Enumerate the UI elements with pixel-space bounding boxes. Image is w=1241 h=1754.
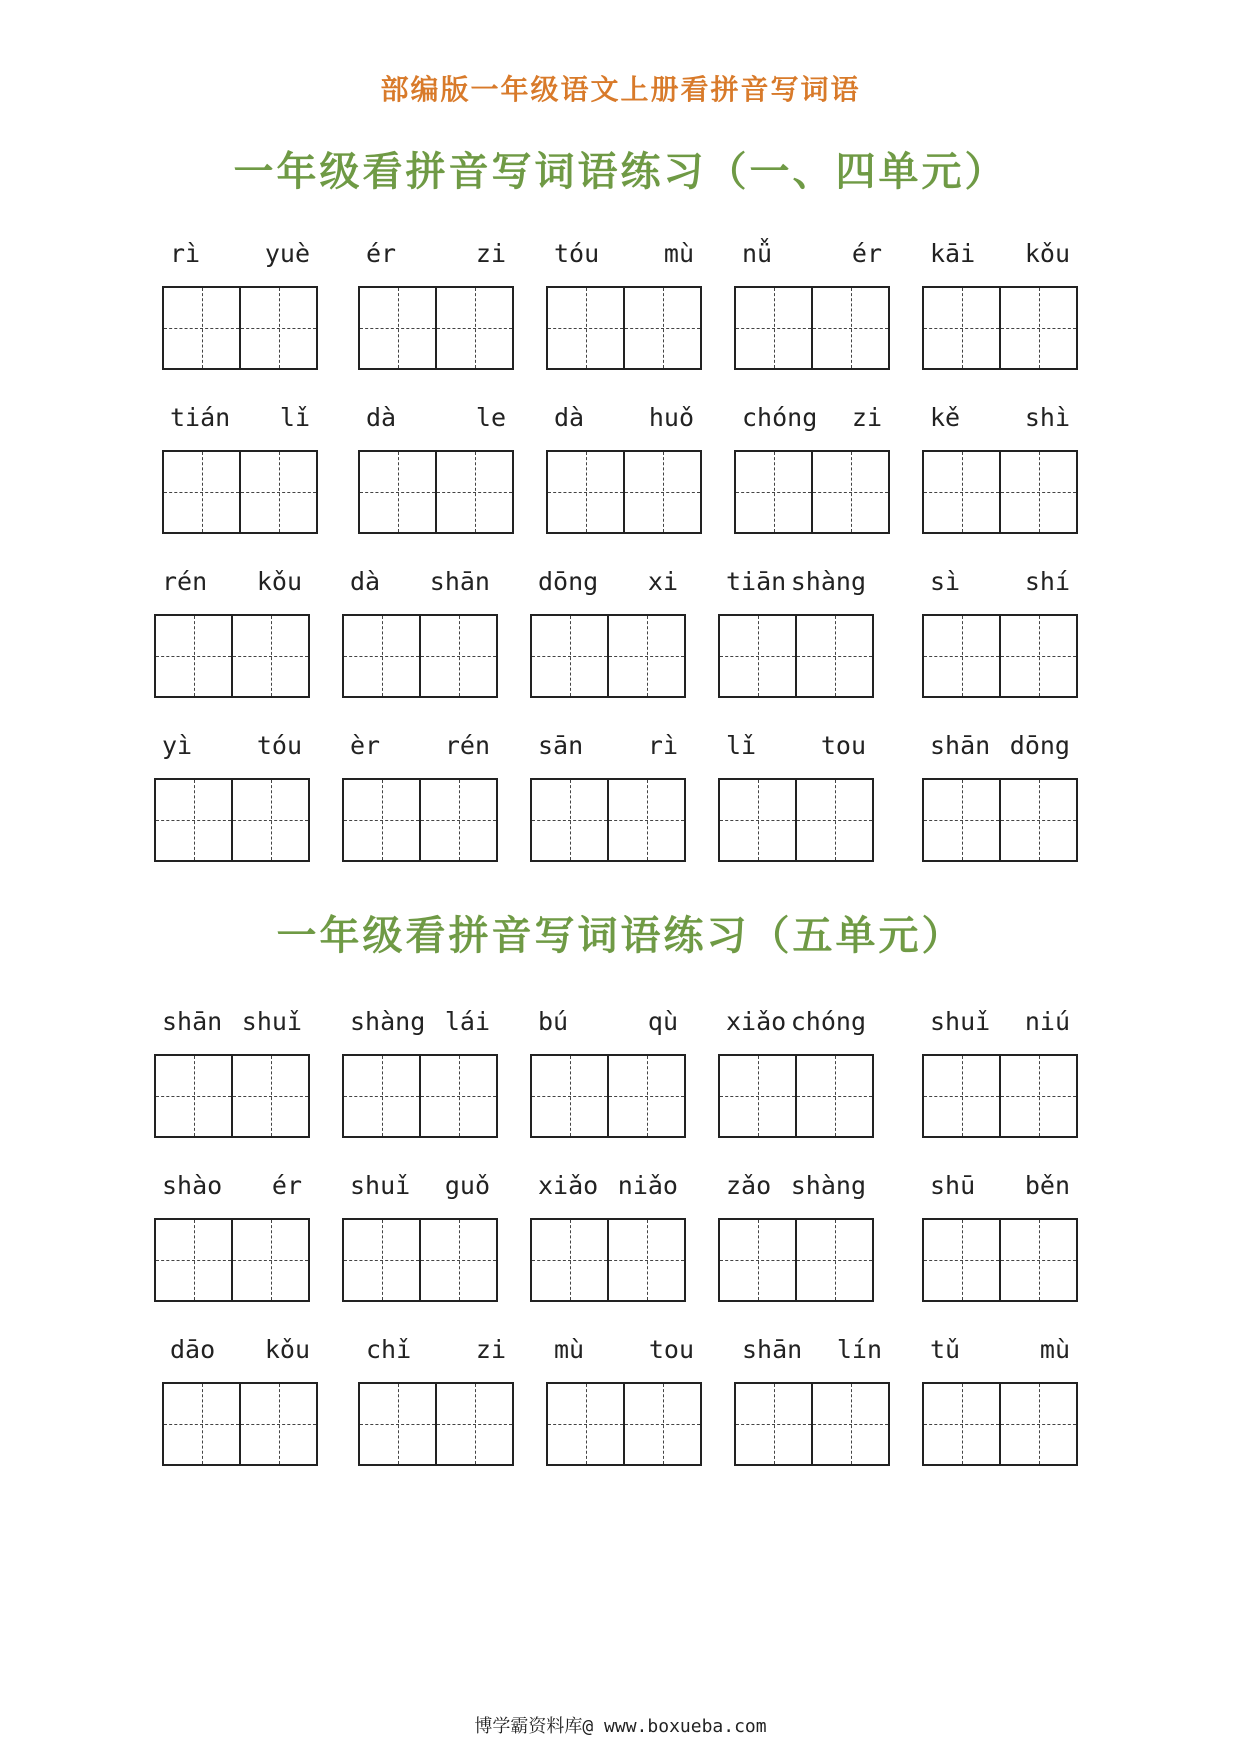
tian-zi-ge-cell[interactable] <box>164 1384 239 1464</box>
writing-grid-box[interactable] <box>162 1382 318 1466</box>
tian-zi-ge-cell[interactable] <box>607 1056 684 1136</box>
tian-zi-ge-cell[interactable] <box>360 1384 435 1464</box>
pinyin-syllable: guǒ <box>444 1171 490 1200</box>
word-item <box>154 1004 310 1138</box>
pinyin-label <box>922 400 1078 436</box>
pinyin-syllable: dōng <box>538 567 599 596</box>
tian-zi-ge-cell[interactable] <box>360 288 435 368</box>
pinyin-syllable: kǒu <box>256 567 302 596</box>
pinyin-syllable: kě <box>930 403 961 432</box>
pinyin-syllable: mù <box>1039 1335 1070 1364</box>
word-item <box>358 1332 514 1466</box>
writing-grid-box[interactable] <box>718 614 874 698</box>
tian-zi-ge-cell[interactable] <box>924 1384 999 1464</box>
pinyin-syllable: chóng <box>742 403 818 432</box>
tian-zi-ge-cell[interactable] <box>239 452 316 532</box>
writing-grid-box[interactable] <box>154 1054 310 1138</box>
pinyin-label <box>530 564 686 600</box>
tian-zi-ge-cell[interactable] <box>231 780 308 860</box>
word-item <box>342 728 498 862</box>
word-item <box>530 728 686 862</box>
pinyin-syllable: dà <box>350 567 381 596</box>
tian-zi-ge-cell[interactable] <box>239 1384 316 1464</box>
pinyin-label <box>922 1004 1078 1040</box>
pinyin-syllable: sān <box>538 731 584 760</box>
writing-grid-box[interactable] <box>718 1218 874 1302</box>
writing-grid-box[interactable] <box>546 1382 702 1466</box>
pinyin-syllable: shū <box>930 1171 976 1200</box>
writing-grid-box[interactable] <box>342 778 498 862</box>
pinyin-syllable: tiān <box>726 567 787 596</box>
tian-zi-ge-cell[interactable] <box>156 780 231 860</box>
pinyin-syllable: tóu <box>256 731 302 760</box>
tian-zi-ge-cell[interactable] <box>419 1056 496 1136</box>
pinyin-syllable: dāo <box>170 1335 216 1364</box>
section-title-unit-5: 一年级看拼音写词语练习（五单元） <box>276 913 965 959</box>
pinyin-syllable: zi <box>475 239 506 268</box>
word-item <box>922 1168 1078 1302</box>
tian-zi-ge-cell[interactable] <box>164 452 239 532</box>
pinyin-syllable: niǎo <box>617 1171 678 1200</box>
writing-grid-box[interactable] <box>922 1218 1078 1302</box>
pinyin-syllable: shào <box>162 1171 223 1200</box>
word-item <box>718 564 874 698</box>
word-item <box>342 1004 498 1138</box>
tian-zi-ge-cell[interactable] <box>548 1384 623 1464</box>
tian-zi-ge-cell[interactable] <box>435 288 512 368</box>
tian-zi-ge-cell[interactable] <box>795 1220 872 1300</box>
word-item <box>718 728 874 862</box>
pinyin-syllable: lín <box>836 1335 882 1364</box>
writing-grid-box[interactable] <box>530 614 686 698</box>
word-item <box>546 1332 702 1466</box>
pinyin-syllable: xiǎo <box>538 1171 599 1200</box>
tian-zi-ge-cell[interactable] <box>532 1056 607 1136</box>
tian-zi-ge-cell[interactable] <box>924 616 999 696</box>
pinyin-syllable: ér <box>851 239 882 268</box>
pinyin-label <box>162 400 318 436</box>
page-header-title: 部编版一年级语文上册看拼音写词语 <box>380 73 861 106</box>
word-item <box>342 1168 498 1302</box>
pinyin-label <box>342 564 498 600</box>
pinyin-label <box>922 236 1078 272</box>
pinyin-label <box>922 1168 1078 1204</box>
tian-zi-ge-cell[interactable] <box>736 288 811 368</box>
word-item <box>342 564 498 698</box>
tian-zi-ge-cell[interactable] <box>532 780 607 860</box>
pinyin-syllable: tou <box>820 731 866 760</box>
word-item <box>922 236 1078 370</box>
pinyin-label <box>718 1168 874 1204</box>
tian-zi-ge-cell[interactable] <box>344 1220 419 1300</box>
writing-grid-box[interactable] <box>718 1054 874 1138</box>
pinyin-syllable: rén <box>444 731 490 760</box>
pinyin-syllable: mù <box>663 239 694 268</box>
writing-grid-box[interactable] <box>734 286 890 370</box>
tian-zi-ge-cell[interactable] <box>811 452 888 532</box>
pinyin-syllable: shí <box>1024 567 1070 596</box>
pinyin-syllable: zi <box>475 1335 506 1364</box>
tian-zi-ge-cell[interactable] <box>231 616 308 696</box>
tian-zi-ge-cell[interactable] <box>435 1384 512 1464</box>
tian-zi-ge-cell[interactable] <box>623 288 700 368</box>
word-item <box>546 236 702 370</box>
pinyin-syllable: ér <box>271 1171 302 1200</box>
tian-zi-ge-cell[interactable] <box>924 1220 999 1300</box>
tian-zi-ge-cell[interactable] <box>344 1056 419 1136</box>
pinyin-syllable: qù <box>647 1007 678 1036</box>
pinyin-label <box>154 564 310 600</box>
pinyin-syllable: rì <box>170 239 201 268</box>
tian-zi-ge-cell[interactable] <box>164 288 239 368</box>
tian-zi-ge-cell[interactable] <box>924 452 999 532</box>
pinyin-syllable: dà <box>554 403 585 432</box>
tian-zi-ge-cell[interactable] <box>607 616 684 696</box>
pinyin-label <box>734 236 890 272</box>
pinyin-label <box>154 1004 310 1040</box>
tian-zi-ge-cell[interactable] <box>720 780 795 860</box>
pinyin-label <box>922 1332 1078 1368</box>
pinyin-syllable: kāi <box>930 239 976 268</box>
writing-grid-box[interactable] <box>546 450 702 534</box>
writing-grid-box[interactable] <box>154 614 310 698</box>
word-item <box>154 564 310 698</box>
word-item <box>162 1332 318 1466</box>
pinyin-label <box>734 400 890 436</box>
tian-zi-ge-cell[interactable] <box>811 288 888 368</box>
pinyin-syllable: ér <box>366 239 397 268</box>
writing-grid-box[interactable] <box>162 286 318 370</box>
tian-zi-ge-cell[interactable] <box>999 1056 1076 1136</box>
pinyin-label <box>342 1004 498 1040</box>
tian-zi-ge-cell[interactable] <box>999 1220 1076 1300</box>
tian-zi-ge-cell[interactable] <box>720 616 795 696</box>
writing-grid-box[interactable] <box>922 778 1078 862</box>
tian-zi-ge-cell[interactable] <box>720 1056 795 1136</box>
pinyin-label <box>154 728 310 764</box>
writing-grid-box[interactable] <box>734 450 890 534</box>
tian-zi-ge-cell[interactable] <box>999 780 1076 860</box>
tian-zi-ge-cell[interactable] <box>999 452 1076 532</box>
pinyin-label <box>358 1332 514 1368</box>
pinyin-label <box>734 1332 890 1368</box>
writing-grid-box[interactable] <box>922 286 1078 370</box>
pinyin-syllable: tou <box>648 1335 694 1364</box>
pinyin-label <box>154 1168 310 1204</box>
pinyin-label <box>718 564 874 600</box>
writing-grid-box[interactable] <box>922 1382 1078 1466</box>
pinyin-syllable: shān <box>162 1007 223 1036</box>
tian-zi-ge-cell[interactable] <box>419 616 496 696</box>
pinyin-label <box>546 1332 702 1368</box>
pinyin-label <box>358 236 514 272</box>
pinyin-syllable: dōng <box>1009 731 1070 760</box>
pinyin-syllable: shuǐ <box>350 1171 411 1200</box>
pinyin-syllable: huǒ <box>648 403 694 432</box>
word-item <box>718 1004 874 1138</box>
writing-grid-box[interactable] <box>530 1054 686 1138</box>
writing-grid-box[interactable] <box>734 1382 890 1466</box>
pinyin-syllable: shān <box>930 731 991 760</box>
tian-zi-ge-cell[interactable] <box>419 1220 496 1300</box>
writing-grid-box[interactable] <box>922 1054 1078 1138</box>
writing-grid-box[interactable] <box>718 778 874 862</box>
pinyin-syllable: xi <box>647 567 678 596</box>
word-item <box>530 564 686 698</box>
writing-grid-box[interactable] <box>342 614 498 698</box>
tian-zi-ge-cell[interactable] <box>344 616 419 696</box>
pinyin-syllable: shàng <box>790 1171 866 1200</box>
pinyin-syllable: shān <box>429 567 490 596</box>
tian-zi-ge-cell[interactable] <box>795 616 872 696</box>
pinyin-label <box>530 1168 686 1204</box>
pinyin-syllable: lǐ <box>279 403 310 432</box>
pinyin-syllable: lǐ <box>726 731 757 760</box>
pinyin-label <box>718 728 874 764</box>
pinyin-syllable: nǚ <box>742 239 773 268</box>
writing-grid-box[interactable] <box>530 778 686 862</box>
pinyin-label <box>342 1168 498 1204</box>
pinyin-syllable: chóng <box>790 1007 866 1036</box>
tian-zi-ge-cell[interactable] <box>548 288 623 368</box>
tian-zi-ge-cell[interactable] <box>435 452 512 532</box>
pinyin-syllable: le <box>475 403 506 432</box>
pinyin-syllable: yì <box>162 731 193 760</box>
word-item <box>358 236 514 370</box>
writing-grid-box[interactable] <box>530 1218 686 1302</box>
writing-grid-box[interactable] <box>546 286 702 370</box>
pinyin-label <box>530 1004 686 1040</box>
pinyin-label <box>530 728 686 764</box>
pinyin-syllable: kǒu <box>264 1335 310 1364</box>
pinyin-label <box>546 236 702 272</box>
tian-zi-ge-cell[interactable] <box>999 288 1076 368</box>
pinyin-syllable: shì <box>1024 403 1070 432</box>
tian-zi-ge-cell[interactable] <box>623 1384 700 1464</box>
word-item <box>922 1332 1078 1466</box>
pinyin-syllable: rén <box>162 567 208 596</box>
word-item <box>154 728 310 862</box>
tian-zi-ge-cell[interactable] <box>360 452 435 532</box>
tian-zi-ge-cell[interactable] <box>623 452 700 532</box>
footer-watermark: 博学霸资料库@ www.boxueba.com <box>474 1716 767 1737</box>
tian-zi-ge-cell[interactable] <box>924 1056 999 1136</box>
pinyin-syllable: yuè <box>264 239 310 268</box>
tian-zi-ge-cell[interactable] <box>231 1056 308 1136</box>
pinyin-syllable: shàng <box>790 567 866 596</box>
pinyin-syllable: dà <box>366 403 397 432</box>
writing-grid-box[interactable] <box>342 1054 498 1138</box>
tian-zi-ge-cell[interactable] <box>239 288 316 368</box>
writing-grid-box[interactable] <box>154 778 310 862</box>
tian-zi-ge-cell[interactable] <box>795 780 872 860</box>
pinyin-syllable: shuǐ <box>241 1007 302 1036</box>
word-item <box>358 400 514 534</box>
writing-grid-box[interactable] <box>358 1382 514 1466</box>
pinyin-syllable: shuǐ <box>930 1007 991 1036</box>
tian-zi-ge-cell[interactable] <box>156 1220 231 1300</box>
section-title-units-1-4: 一年级看拼音写词语练习（一、四单元） <box>233 149 1008 195</box>
pinyin-syllable: mù <box>554 1335 585 1364</box>
pinyin-syllable: zi <box>851 403 882 432</box>
word-item <box>734 236 890 370</box>
pinyin-syllable: kǒu <box>1024 239 1070 268</box>
pinyin-label <box>358 400 514 436</box>
pinyin-syllable: chǐ <box>366 1335 412 1364</box>
pinyin-syllable: èr <box>350 731 381 760</box>
writing-grid-box[interactable] <box>162 450 318 534</box>
word-item <box>922 400 1078 534</box>
pinyin-syllable: tǔ <box>930 1335 961 1364</box>
pinyin-syllable: shàng <box>350 1007 426 1036</box>
word-item <box>734 400 890 534</box>
word-item <box>718 1168 874 1302</box>
word-item <box>922 1004 1078 1138</box>
word-item <box>530 1004 686 1138</box>
pinyin-syllable: tóu <box>554 239 600 268</box>
word-item <box>154 1168 310 1302</box>
pinyin-label <box>718 1004 874 1040</box>
tian-zi-ge-cell[interactable] <box>736 452 811 532</box>
tian-zi-ge-cell[interactable] <box>607 780 684 860</box>
tian-zi-ge-cell[interactable] <box>532 616 607 696</box>
pinyin-syllable: bú <box>538 1007 569 1036</box>
tian-zi-ge-cell[interactable] <box>999 616 1076 696</box>
tian-zi-ge-cell[interactable] <box>156 1056 231 1136</box>
pinyin-syllable: zǎo <box>726 1171 772 1200</box>
tian-zi-ge-cell[interactable] <box>548 452 623 532</box>
word-item <box>922 564 1078 698</box>
pinyin-syllable: xiǎo <box>726 1007 787 1036</box>
pinyin-label <box>922 728 1078 764</box>
word-item <box>162 400 318 534</box>
pinyin-syllable: běn <box>1024 1171 1070 1200</box>
writing-grid-box[interactable] <box>922 614 1078 698</box>
tian-zi-ge-cell[interactable] <box>532 1220 607 1300</box>
tian-zi-ge-cell[interactable] <box>344 780 419 860</box>
word-item <box>546 400 702 534</box>
writing-grid-box[interactable] <box>358 450 514 534</box>
tian-zi-ge-cell[interactable] <box>736 1384 811 1464</box>
tian-zi-ge-cell[interactable] <box>231 1220 308 1300</box>
writing-grid-box[interactable] <box>342 1218 498 1302</box>
tian-zi-ge-cell[interactable] <box>156 616 231 696</box>
word-item <box>734 1332 890 1466</box>
word-item <box>162 236 318 370</box>
pinyin-label <box>546 400 702 436</box>
pinyin-label <box>162 236 318 272</box>
pinyin-syllable: rì <box>647 731 678 760</box>
word-item <box>922 728 1078 862</box>
tian-zi-ge-cell[interactable] <box>999 1384 1076 1464</box>
pinyin-label <box>922 564 1078 600</box>
pinyin-syllable: lái <box>444 1007 490 1036</box>
tian-zi-ge-cell[interactable] <box>795 1056 872 1136</box>
tian-zi-ge-cell[interactable] <box>720 1220 795 1300</box>
writing-grid-box[interactable] <box>358 286 514 370</box>
pinyin-syllable: shān <box>742 1335 803 1364</box>
word-item <box>530 1168 686 1302</box>
pinyin-label <box>342 728 498 764</box>
pinyin-syllable: niú <box>1024 1007 1070 1036</box>
tian-zi-ge-cell[interactable] <box>924 288 999 368</box>
tian-zi-ge-cell[interactable] <box>419 780 496 860</box>
writing-grid-box[interactable] <box>154 1218 310 1302</box>
tian-zi-ge-cell[interactable] <box>607 1220 684 1300</box>
pinyin-syllable: tián <box>170 403 231 432</box>
writing-grid-box[interactable] <box>922 450 1078 534</box>
pinyin-label <box>162 1332 318 1368</box>
tian-zi-ge-cell[interactable] <box>924 780 999 860</box>
pinyin-syllable: sì <box>930 567 961 596</box>
tian-zi-ge-cell[interactable] <box>811 1384 888 1464</box>
